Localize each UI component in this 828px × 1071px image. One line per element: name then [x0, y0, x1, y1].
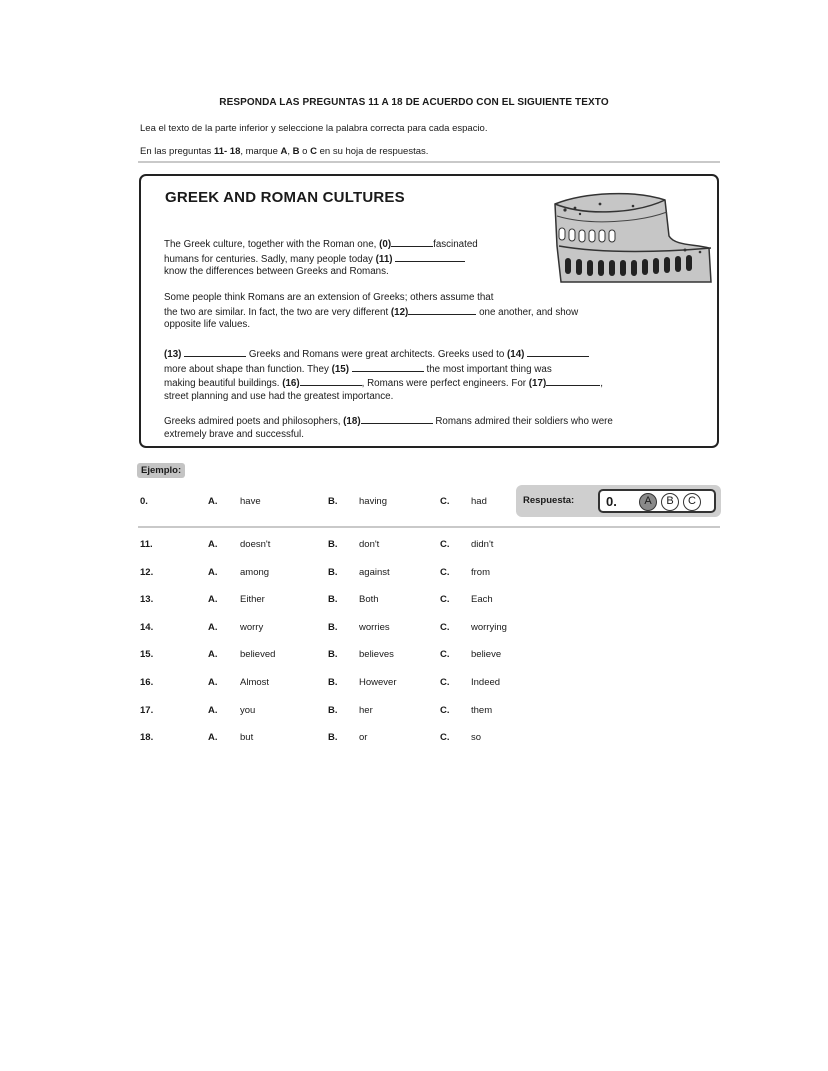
- divider: [138, 161, 720, 163]
- page-heading: RESPONDA LAS PREGUNTAS 11 A 18 DE ACUERDO CON EL SIGUIENTE TEXTO: [219, 97, 609, 108]
- instruction-answer-sheet: En las preguntas 11- 18, marque A, B o C en su hoja de respuestas.: [140, 146, 429, 157]
- option-b: worries: [359, 621, 390, 633]
- blank-17: [546, 376, 600, 386]
- reading-title: GREEK AND ROMAN CULTURES: [165, 189, 405, 206]
- option-c: them: [471, 704, 493, 716]
- option-b: or: [359, 732, 368, 744]
- example-label: Ejemplo:: [137, 463, 185, 478]
- example-option-a: have: [240, 496, 261, 507]
- option-a: among: [240, 566, 270, 578]
- question-number: 17.: [140, 704, 154, 716]
- option-letter-b: B.: [328, 649, 338, 661]
- option-letter-b: B.: [328, 621, 338, 633]
- option-letter-b: B.: [328, 594, 338, 606]
- option-c: Each: [471, 594, 493, 606]
- blank-18: [361, 414, 433, 424]
- paragraph-2: Some people think Romans are an extension of Greeks; others assume that the two are similar. In fact, the two are very different (12) one another, and show opposite life values.: [164, 292, 579, 330]
- option-c: didn't: [471, 539, 494, 550]
- option-c: so: [471, 732, 482, 744]
- blank-15: [352, 362, 424, 372]
- example-row: 0. A. have B. having C. had: [140, 496, 487, 507]
- answer-box: 0. A B C: [598, 489, 716, 513]
- option-letter-a: A.: [208, 649, 218, 661]
- question-row: [0, 539, 828, 553]
- option-letter-a: A.: [208, 621, 218, 633]
- option-letter-c: C.: [440, 677, 450, 688]
- option-letter-a: A.: [208, 704, 218, 716]
- option-letter-b: B.: [328, 732, 338, 744]
- question-number: 14.: [140, 621, 154, 633]
- option-a: believed: [240, 649, 276, 661]
- option-letter-c: C.: [440, 539, 450, 550]
- blank-16: [300, 376, 362, 386]
- option-letter-a: A.: [208, 566, 218, 578]
- option-c: Indeed: [471, 677, 501, 688]
- option-b: don't: [359, 539, 380, 550]
- option-letter-b: B.: [328, 704, 338, 716]
- option-letter-c: C.: [440, 621, 450, 633]
- paragraph-4: Greeks admired poets and philosophers, (18) Romans admired their soldiers who were extremely brave and successful.: [164, 416, 613, 440]
- question-number: 18.: [140, 732, 154, 744]
- paragraph-1: The Greek culture, together with the Roman one, (0) fascinated humans for centuries. Sadly, many people today (11) know the differences between Greeks and Romans.: [164, 239, 478, 277]
- option-letter-a: A.: [208, 539, 218, 550]
- option-a: you: [240, 704, 256, 716]
- option-a: worry: [240, 621, 264, 633]
- question-row: [0, 649, 828, 663]
- option-letter-b: B.: [328, 539, 338, 550]
- example-option-c: had: [471, 496, 487, 507]
- instruction-text: Lea el texto de la parte inferior y seleccione la palabra correcta para cada espacio.: [140, 123, 488, 134]
- option-letter-a: A.: [208, 732, 218, 744]
- answer-bubble-b: B: [661, 493, 679, 511]
- blank-11: [395, 252, 465, 262]
- option-letter-a: A.: [208, 677, 218, 688]
- question-number: 15.: [140, 649, 154, 661]
- option-b: against: [359, 566, 390, 578]
- blank-12: [408, 305, 476, 315]
- option-letter-c: C.: [440, 566, 450, 578]
- example-number: 0.: [140, 496, 148, 507]
- option-letter-c: C.: [440, 649, 450, 661]
- option-a: Almost: [240, 677, 270, 688]
- option-b: her: [359, 704, 373, 716]
- blank-13: [184, 347, 246, 357]
- question-row: [0, 622, 828, 636]
- option-a: doesn't: [240, 539, 271, 550]
- option-letter-b: B.: [328, 566, 338, 578]
- question-row: [0, 677, 828, 691]
- question-number: 11.: [140, 539, 153, 550]
- answer-label: Respuesta:: [523, 495, 575, 506]
- option-b: Both: [359, 594, 379, 606]
- question-number: 13.: [140, 594, 154, 606]
- blank-0: [391, 237, 433, 247]
- question-row: [0, 705, 828, 719]
- answer-bubble-c: C: [683, 493, 701, 511]
- question-number: 16.: [140, 677, 154, 688]
- option-letter-c: C.: [440, 594, 450, 606]
- question-row: [0, 567, 828, 581]
- paragraph-3: (13) Greeks and Romans were great architects. Greeks used to (14) more about shape than function. They (15) the most important thing was making beautiful buildings. (16) , Romans were perfect engineers. For (17) , street planning and use had the greatest importance.: [164, 349, 603, 402]
- option-letter-a: A.: [208, 594, 218, 606]
- option-letter-c: C.: [440, 732, 450, 744]
- example-option-b: having: [359, 496, 387, 507]
- blank-14: [527, 347, 589, 357]
- colosseum-illustration: [545, 186, 713, 284]
- option-letter-c: C.: [440, 704, 450, 716]
- option-c: from: [471, 566, 490, 578]
- question-number: 12.: [140, 566, 154, 578]
- option-c: believe: [471, 649, 502, 661]
- reading-box: [139, 174, 719, 448]
- option-b: believes: [359, 649, 394, 661]
- divider: [138, 526, 720, 528]
- option-a: but: [240, 732, 254, 744]
- option-letter-b: B.: [328, 677, 338, 688]
- question-row: [0, 732, 828, 746]
- answer-bubble-a: A: [639, 493, 657, 511]
- option-a: Either: [240, 594, 265, 606]
- option-b: However: [359, 677, 397, 688]
- question-row: [0, 594, 828, 608]
- answer-panel: [516, 485, 721, 517]
- option-c: worrying: [471, 621, 507, 633]
